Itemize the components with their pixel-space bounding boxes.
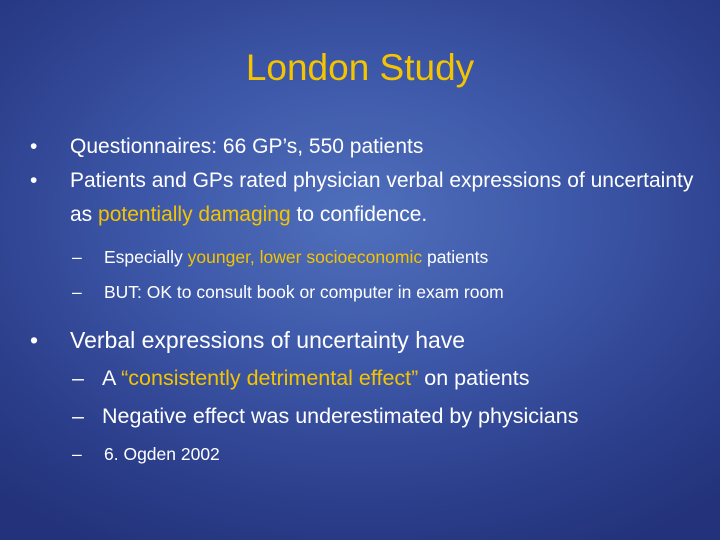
highlight-text: younger, lower socioeconomic [187,247,423,267]
dash-icon: – [72,366,84,390]
slide-title: London Study [245,47,475,88]
bullet-text: Verbal expressions of uncertainty have [70,327,466,353]
bullet-dot-icon: • [30,327,39,353]
subbullet-text: BUT: OK to consult book or computer in exam room [104,282,504,302]
dash-icon: – [72,247,82,267]
subbullet-text: Negative effect was underestimated by physicians [102,404,579,428]
citation-text: 6. Ogden 2002 [104,444,220,464]
subbullet-but-ok [30,275,710,310]
bullet-verbal-expressions [30,322,710,359]
bullet-dot-icon: • [30,135,38,158]
slide-body [30,130,710,473]
subbullet-especially [30,240,710,275]
highlight-text: “consistently detrimental effect” [121,366,419,390]
subbullet-text: Especially [104,247,188,267]
bullet-text: Patients and GPs rated physician verbal expressions of uncertainty as [70,169,694,226]
bullet-dot-icon: • [30,169,38,192]
subbullet-detrimental-effect [30,359,710,397]
subbullet-text: patients [422,247,489,267]
dash-icon: – [72,282,82,302]
subbullet-citation [30,435,710,473]
highlight-text: potentially damaging [98,203,291,226]
subbullet-text: on patients [418,366,530,390]
subbullet-negative-effect [30,397,710,435]
bullet-questionnaires [30,130,710,164]
bullet-text: Questionnaires: 66 GP’s, 550 patients [70,135,424,158]
bullet-patients-gps [30,164,710,232]
dash-icon: – [72,404,84,428]
subbullet-text: A [102,366,122,390]
bullet-text: to confidence. [290,203,428,226]
dash-icon: – [72,444,82,464]
